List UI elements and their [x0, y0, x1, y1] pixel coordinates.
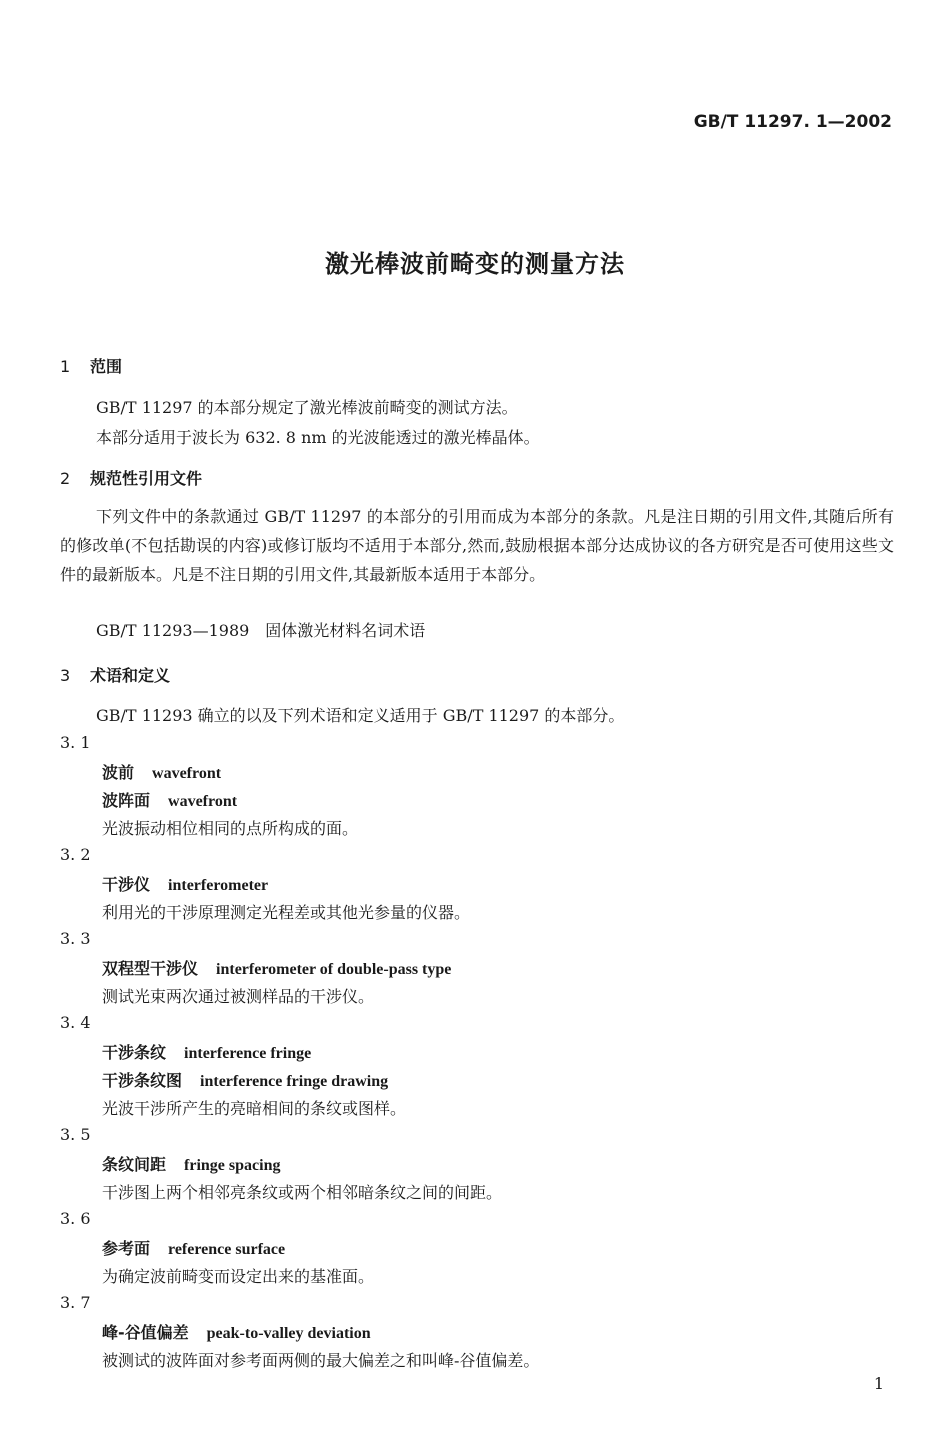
term-chinese: 条纹间距: [102, 1155, 167, 1174]
term-definition: 光波干涉所产生的亮暗相间的条纹或图样。: [102, 1099, 407, 1118]
term-english: interference fringe: [184, 1045, 312, 1062]
term-entry: [102, 1152, 280, 1175]
term-number: 3. 7: [60, 1293, 91, 1312]
section-number: 2: [60, 469, 71, 488]
normative-reference: GB/T 11293—1989 固体激光材料名词术语: [96, 621, 426, 640]
standard-code: GB/T 11297. 1—2002: [693, 112, 892, 132]
section-3-heading: [60, 663, 170, 686]
term-definition: 测试光束两次通过被测样品的干涉仪。: [102, 987, 375, 1006]
section-1-paragraph-1: GB/T 11297 的本部分规定了激光棒波前畸变的测试方法。: [96, 398, 518, 417]
section-3-intro: GB/T 11293 确立的以及下列术语和定义适用于 GB/T 11297 的本部分。: [96, 706, 625, 725]
term-chinese: 波阵面: [102, 791, 151, 810]
section-2-paragraph: 下列文件中的条款通过 GB/T 11297 的本部分的引用而成为本部分的条款。凡是注日期的引用文件,其随后所有的修改单(不包括勘误的内容)或修订版均不适用于本部分,然而,鼓励根据本部分达成协议的各方研究是否可使用这些文件的最新版本。凡是不注日期的引用文件,其最新版本适用于本部分。: [60, 507, 894, 584]
term-english: reference surface: [168, 1241, 286, 1258]
term-number: 3. 4: [60, 1013, 91, 1032]
term-definition: 光波振动相位相同的点所构成的面。: [102, 819, 359, 838]
document-title: 激光棒波前畸变的测量方法: [325, 250, 625, 278]
term-number: 3. 6: [60, 1209, 91, 1228]
term-chinese: 波前: [102, 763, 135, 782]
term-english: interference fringe drawing: [200, 1073, 389, 1090]
term-chinese: 干涉条纹图: [102, 1071, 183, 1090]
term-english: peak-to-valley deviation: [206, 1325, 371, 1342]
section-number: 3: [60, 666, 71, 685]
term-number: 3. 5: [60, 1125, 91, 1144]
section-title: 范围: [90, 357, 123, 376]
term-definition: 利用光的干涉原理测定光程差或其他光参量的仪器。: [102, 903, 471, 922]
term-number: 3. 1: [60, 733, 91, 752]
term-definition: 被测试的波阵面对参考面两侧的最大偏差之和叫峰-谷值偏差。: [102, 1351, 540, 1370]
term-chinese: 干涉条纹: [102, 1043, 167, 1062]
term-entry: [102, 956, 451, 979]
section-1-heading: [60, 354, 122, 377]
term-chinese: 干涉仪: [102, 875, 151, 894]
section-2-heading: [60, 466, 202, 489]
section-title: 术语和定义: [90, 666, 171, 685]
term-number: 3. 2: [60, 845, 91, 864]
term-entry: [102, 1236, 285, 1259]
term-chinese: 参考面: [102, 1239, 151, 1258]
term-chinese: 双程型干涉仪: [102, 959, 199, 978]
term-number: 3. 3: [60, 929, 91, 948]
section-number: 1: [60, 357, 71, 376]
term-english: interferometer of double-pass type: [216, 961, 452, 978]
term-synonym: [102, 788, 237, 811]
page-number: 1: [873, 1374, 884, 1393]
section-1-paragraph-2: 本部分适用于波长为 632. 8 nm 的光波能透过的激光棒晶体。: [96, 428, 540, 447]
term-english: interferometer: [168, 877, 269, 894]
term-entry: [102, 760, 221, 783]
term-entry: [102, 872, 268, 895]
term-english: wavefront: [168, 793, 238, 810]
term-english: fringe spacing: [184, 1157, 281, 1174]
section-title: 规范性引用文件: [90, 469, 203, 488]
term-english: wavefront: [152, 765, 222, 782]
term-entry: [102, 1320, 371, 1343]
term-synonym: [102, 1068, 388, 1091]
term-definition: 为确定波前畸变而设定出来的基准面。: [102, 1267, 375, 1286]
term-entry: [102, 1040, 311, 1063]
term-chinese: 峰-谷值偏差: [102, 1323, 189, 1342]
term-definition: 干涉图上两个相邻亮条纹或两个相邻暗条纹之间的间距。: [102, 1183, 503, 1202]
